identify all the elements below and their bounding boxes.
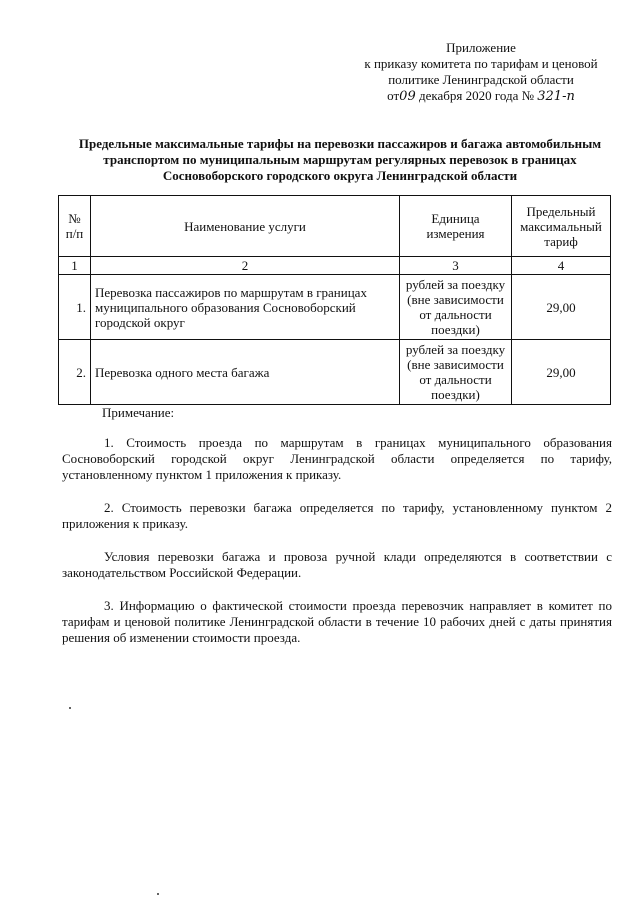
header-number: № п/п — [59, 196, 91, 257]
unit: рублей за поездку (вне зависимости от дальности поездки) — [400, 340, 512, 405]
header-max-tariff: Предельный максимальный тариф — [512, 196, 611, 257]
table-header-row — [59, 196, 611, 257]
tariff-table — [58, 195, 611, 405]
scan-speck — [69, 707, 71, 709]
table-row — [59, 340, 611, 405]
appendix-header — [356, 40, 606, 105]
order-number: 321-п — [537, 89, 575, 104]
row-number: 2. — [59, 340, 91, 405]
service-name: Перевозка одного места багажа — [91, 340, 400, 405]
date-day: 09 — [399, 89, 416, 104]
scan-speck — [157, 893, 159, 895]
header-unit: Единица измерения — [400, 196, 512, 257]
appendix-line-2: политике Ленинградской области — [388, 72, 574, 87]
tariff-value: 29,00 — [512, 340, 611, 405]
note-item: 2. Стоимость перевозки багажа определяется по тарифу, установленному пунктом 2 приложения к приказу. — [62, 500, 612, 531]
row-number: 1. — [59, 275, 91, 340]
column-number: 3 — [400, 257, 512, 275]
date-rest: декабря 2020 года № — [418, 88, 535, 103]
order-date-line — [356, 88, 606, 105]
column-number: 2 — [91, 257, 400, 275]
notes-heading: Примечание: — [102, 405, 175, 420]
unit: рублей за поездку (вне зависимости от дальности поездки) — [400, 275, 512, 340]
column-number-row — [59, 257, 611, 275]
appendix-title: Приложение — [446, 40, 516, 55]
appendix-line-1: к приказу комитета по тарифам и ценовой — [364, 56, 598, 71]
tariff-value: 29,00 — [512, 275, 611, 340]
service-name: Перевозка пассажиров по маршрутам в границах муниципального образования Сосновоборский городской округ — [91, 275, 400, 340]
header-service-name: Наименование услуги — [91, 196, 400, 257]
notes-section — [62, 405, 612, 663]
document-title: Предельные максимальные тарифы на перевозки пассажиров и багажа автомобильным транспортом по муниципальным маршрутам регулярных перевозок в границах Сосновоборского городского округа Ленинградской области — [78, 136, 602, 183]
column-number: 1 — [59, 257, 91, 275]
date-prefix: от — [387, 88, 400, 103]
column-number: 4 — [512, 257, 611, 275]
note-item: 1. Стоимость проезда по маршрутам в границах муниципального образования Сосновоборский городской округ Ленинградской области определяется по тарифу, установленному пунктом 1 приложения к приказу. — [62, 435, 612, 482]
table-row — [59, 275, 611, 340]
note-item: 3. Информацию о фактической стоимости проезда перевозчик направляет в комитет по тарифам и ценовой политике Ленинградской области в течение 10 рабочих дней с даты принятия решения об изменении стоимости проезда. — [62, 598, 612, 645]
note-item: Условия перевозки багажа и провоза ручной клади определяются в соответствии с законодательством Российской Федерации. — [62, 549, 612, 580]
